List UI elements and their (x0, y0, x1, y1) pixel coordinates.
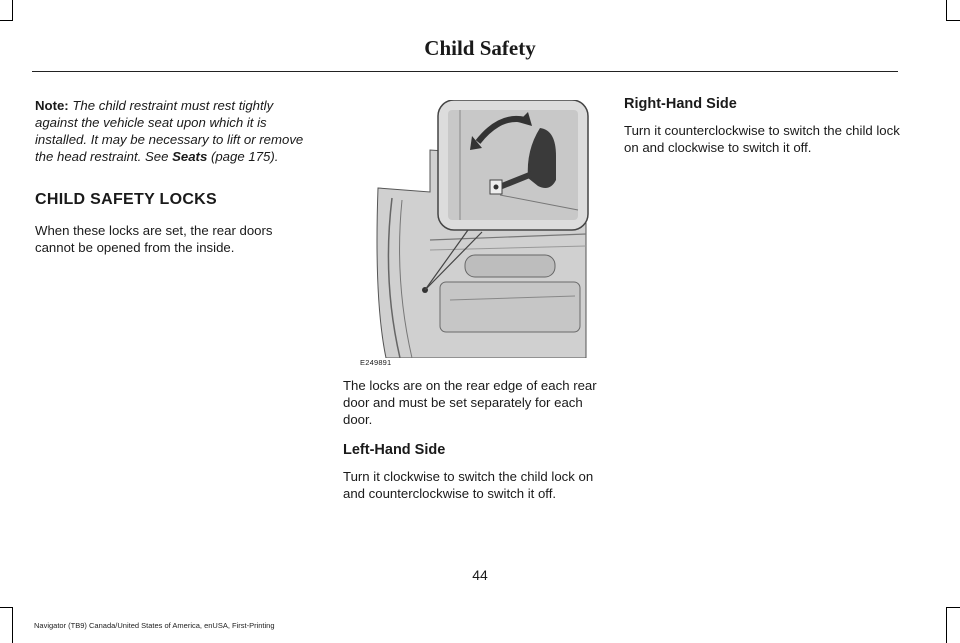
crop-mark-bottom-right-h (946, 607, 960, 608)
seats-reference-link[interactable]: Seats (172, 149, 208, 164)
section-body: When these locks are set, the rear doors cannot be opened from the inside. (35, 223, 273, 255)
child-lock-illustration (360, 100, 590, 368)
right-hand-heading: Right-Hand Side (624, 96, 737, 112)
page-title: Child Safety (424, 36, 536, 60)
crop-mark-top-left-h (0, 20, 13, 21)
door-illustration-svg (360, 100, 590, 358)
figure-code: E249891 (360, 358, 392, 367)
crop-mark-top-right (946, 0, 947, 20)
left-hand-body: Turn it clockwise to switch the child lock on and counterclockwise to switch it off. (343, 469, 594, 501)
note-paragraph (35, 97, 310, 165)
crop-mark-bottom-left (12, 607, 13, 643)
crop-mark-bottom-right (946, 607, 947, 643)
middle-column (343, 377, 608, 502)
crop-mark-bottom-left-h (0, 607, 13, 608)
section-heading: CHILD SAFETY LOCKS (35, 191, 218, 208)
right-column (624, 96, 904, 156)
crop-mark-top-left (12, 0, 13, 20)
left-hand-heading: Left-Hand Side (343, 442, 446, 458)
location-paragraph: The locks are on the rear edge of each rear door and must be set separately for each door. (343, 378, 597, 427)
page-number: 44 (472, 567, 488, 583)
crop-mark-top-right-h (946, 20, 960, 21)
footer-text: Navigator (TB9) Canada/United States of America, enUSA, First-Printing (34, 621, 275, 630)
left-column (35, 97, 310, 256)
note-text: The child restraint must rest tightly against the vehicle seat upon which it is installed. It may be necessary to lift or remove the head restraint. See (35, 98, 304, 164)
header-rule (32, 71, 898, 72)
note-tail: (page 175). (207, 149, 279, 164)
note-label: Note: (35, 98, 69, 113)
right-hand-body: Turn it counterclockwise to switch the child lock on and clockwise to switch it off. (624, 123, 900, 155)
